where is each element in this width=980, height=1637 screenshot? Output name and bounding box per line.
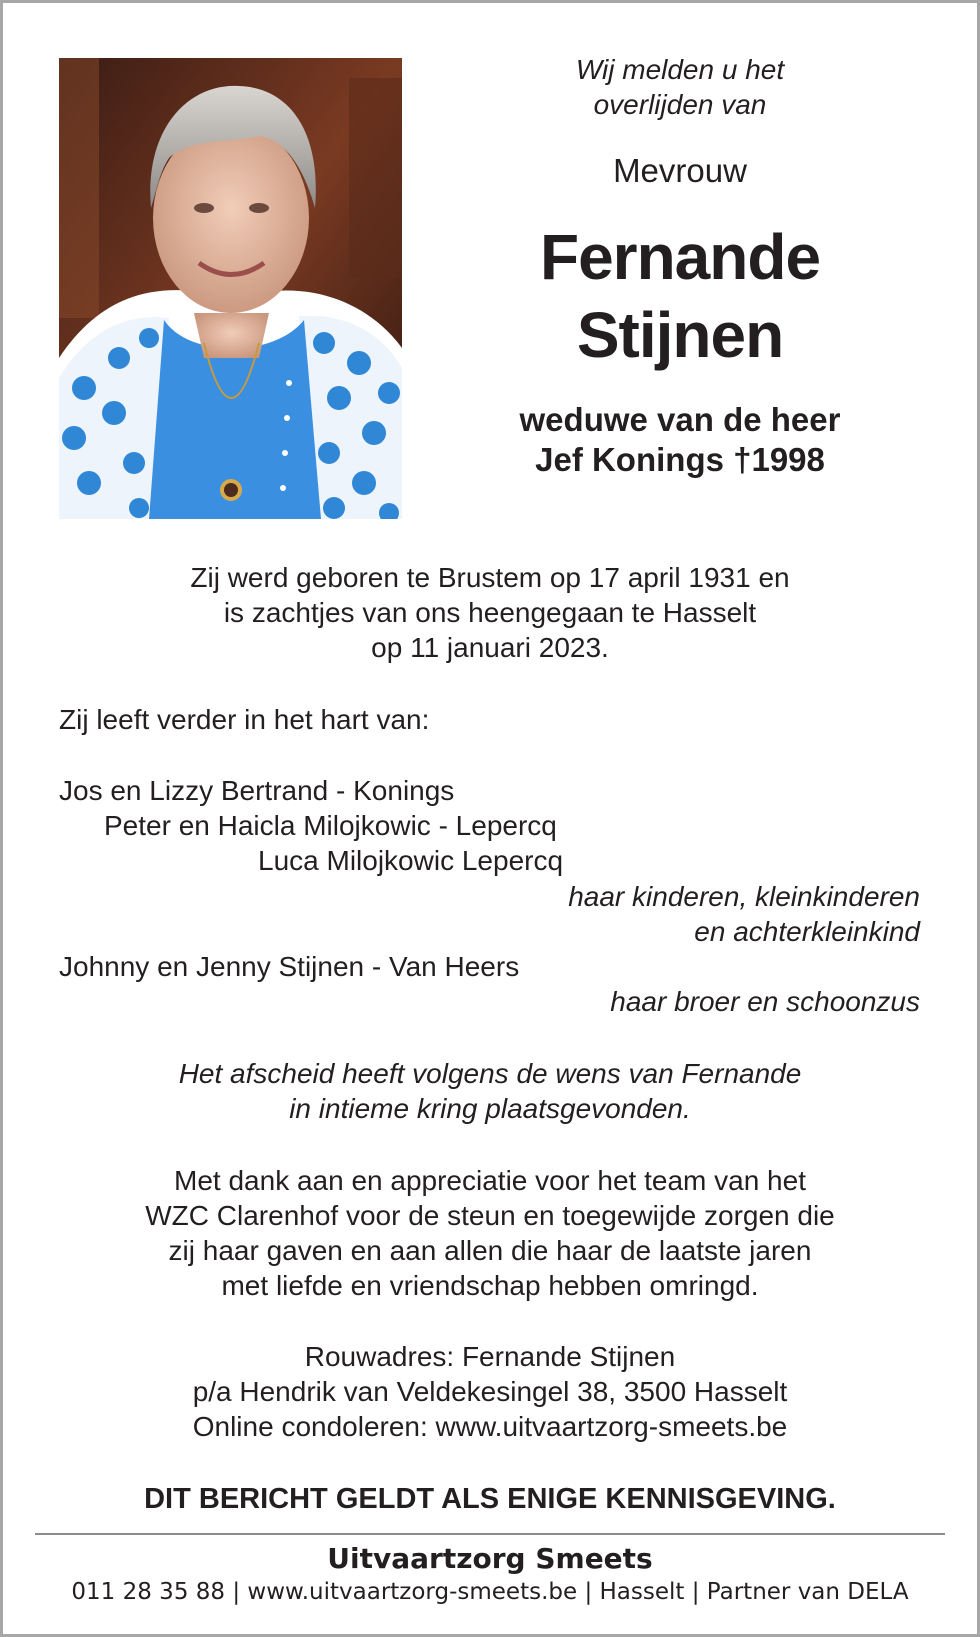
spouse-info: [430, 400, 930, 480]
relation-line: en achterkleinkind: [694, 916, 920, 947]
intro-line: Wij melden u het: [575, 54, 785, 85]
thanks-line: zij haar gaven en aan allen die haar de laatste jaren: [168, 1235, 812, 1266]
birth-death-line: op 11 januari 2023.: [371, 632, 609, 663]
portrait-photo: [59, 58, 402, 519]
sole-notice: DIT BERICHT GELDT ALS ENIGE KENNISGEVING.: [144, 1483, 836, 1515]
company-contact: 011 28 35 88 | www.uitvaartzorg-smeets.be | Hasselt | Partner van DELA: [71, 1579, 909, 1605]
birth-death-text: [40, 560, 940, 665]
birth-death-line: is zachtjes van ons heengegaan te Hasselt: [223, 597, 757, 628]
family-member: Luca Milojkowic Lepercq: [258, 845, 564, 876]
footer-divider: [35, 1533, 945, 1535]
farewell-line: Het afscheid heeft volgens de wens van Fernande: [178, 1058, 802, 1089]
honorific: Mevrouw: [613, 152, 747, 189]
intro-line: overlijden van: [593, 89, 767, 120]
farewell-text: [40, 1056, 940, 1126]
last-name: Stijnen: [576, 299, 784, 371]
spouse-line: weduwe van de heer: [519, 401, 841, 438]
relation-note: [568, 879, 920, 949]
mourning-address: [40, 1339, 940, 1444]
family-member: Jos en Lizzy Bertrand - Konings: [59, 775, 455, 806]
deceased-name: [430, 218, 930, 374]
address-line: p/a Hendrik van Veldekesingel 38, 3500 Hasselt: [192, 1376, 788, 1407]
address-line: Rouwadres: Fernande Stijnen: [304, 1341, 676, 1372]
birth-death-line: Zij werd geboren te Brustem op 17 april 1931 en: [190, 562, 790, 593]
thanks-line: Met dank aan en appreciatie voor het team van het: [174, 1165, 806, 1196]
family-member: Peter en Haicla Milojkowic - Lepercq: [104, 810, 557, 841]
thanks-line: met liefde en vriendschap hebben omringd.: [221, 1270, 759, 1301]
first-name: Fernande: [539, 221, 821, 293]
farewell-line: in intieme kring plaatsgevonden.: [289, 1093, 691, 1124]
relation-note: haar broer en schoonzus: [610, 986, 920, 1017]
family-member: Johnny en Jenny Stijnen - Van Heers: [59, 951, 520, 982]
relation-line: haar kinderen, kleinkinderen: [568, 881, 920, 912]
address-line[interactable]: Online condoleren: www.uitvaartzorg-smeets.be: [192, 1411, 788, 1442]
spouse-line: Jef Konings †1998: [535, 441, 825, 478]
thanks-line: WZC Clarenhof voor de steun en toegewijde zorgen die: [145, 1200, 835, 1231]
survivors-lead: Zij leeft verder in het hart van:: [59, 704, 430, 735]
company-name: Uitvaartzorg Smeets: [327, 1542, 653, 1575]
intro-text: [430, 52, 930, 122]
portrait-illustration: [59, 58, 402, 519]
thanks-text: [40, 1163, 940, 1303]
